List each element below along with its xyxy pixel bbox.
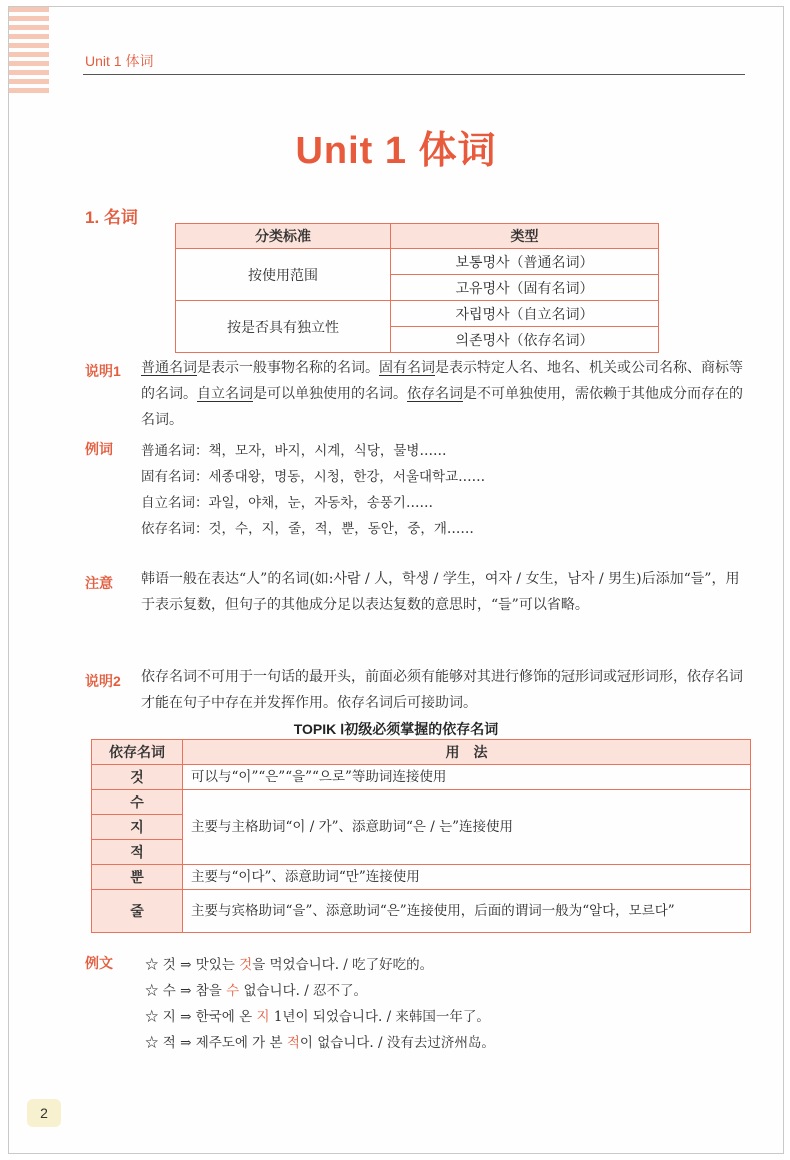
example-sentence: ☆ 것 ⇒ 맛있는 것을 먹었습니다. / 吃了好吃的。 xyxy=(145,957,434,973)
term-independent-noun: 自立名词 xyxy=(197,386,253,402)
note2-text: 依存名词不可用于一句话的最开头，前面必须有能够对其进行修饰的冠形词或冠形词形，依存名词才能在句子中存在并发挥作用。依存名词后可接助词。 xyxy=(141,669,743,711)
term-dependent-noun: 依存名词 xyxy=(407,386,463,402)
type-cell: 의존명사（依存名词） xyxy=(391,327,659,353)
highlighted-word: 것 xyxy=(239,957,253,973)
example-sentence: ☆ 지 ⇒ 한국에 온 지 1년이 되었습니다. / 来韩国一年了。 xyxy=(145,1009,490,1025)
table-header-criterion: 分类标准 xyxy=(176,224,391,249)
usage-cell: 主要与主格助词“이 / 가”、添意助词“은 / 는”连接使用 xyxy=(183,790,751,865)
highlighted-word: 수 xyxy=(226,983,240,999)
highlighted-word: 적 xyxy=(286,1035,300,1051)
caution-text: 韩语一般在表达“人”的名词(如:사람 / 人，학생 / 学生，여자 / 女生，남자 / 男生)后添加“들”，用于表示复数，但句子的其他成分足以表达复数的意思时，“들”可以省略。 xyxy=(141,571,740,613)
unit-title: Unit 1 体词 xyxy=(295,130,497,172)
example-line: 固有名词：세종대왕，명동，시청，한강，서울대학교…… xyxy=(141,469,486,485)
dependent-noun-cell: 뿐 xyxy=(92,865,183,890)
table-caption: TOPIK Ⅰ初级必须掌握的依存名词 xyxy=(293,721,499,737)
criterion-cell: 按是否具有独立性 xyxy=(176,301,391,353)
noun-classification-table xyxy=(175,223,659,353)
usage-cell: 主要与宾格助词“을”、添意助词“은”连接使用，后面的谓词一般为“알다，모르다” xyxy=(183,890,751,933)
usage-cell: 可以与“이”“은”“을”“으로”等助词连接使用 xyxy=(183,765,751,790)
dependent-noun-cell: 것 xyxy=(92,765,183,790)
table-header-type: 类型 xyxy=(391,224,659,249)
header-rule xyxy=(83,74,745,75)
table-header-usage: 用 法 xyxy=(183,740,751,765)
example-line: 依存名词：것，수，지，줄，적，뿐，동안，중，개…… xyxy=(141,521,474,537)
term-proper-noun: 固有名词 xyxy=(379,360,435,376)
dependent-noun-cell: 지 xyxy=(92,815,183,840)
highlighted-word: 지 xyxy=(256,1009,270,1025)
term-common-noun: 普通名词 xyxy=(141,360,197,376)
sentences-label: 例文 xyxy=(85,955,113,971)
type-cell: 자립명사（自立名词） xyxy=(391,301,659,327)
example-sentence: ☆ 적 ⇒ 제주도에 가 본 적이 없습니다. / 没有去过济州岛。 xyxy=(145,1035,495,1051)
criterion-cell: 按使用范围 xyxy=(176,249,391,301)
corner-decoration xyxy=(9,7,49,107)
section-title: 1. 名词 xyxy=(85,208,138,227)
examples-label: 例词 xyxy=(85,441,113,457)
running-head: Unit 1 体词 xyxy=(85,53,154,69)
example-sentence: ☆ 수 ⇒ 참을 수 없습니다. / 忍不了。 xyxy=(145,983,368,999)
dependent-noun-cell: 줄 xyxy=(92,890,183,933)
type-cell: 보통명사（普通名词） xyxy=(391,249,659,275)
note1-text: 普通名词是表示一般事物名称的名词。固有名词是表示特定人名、地名、机关或公司名称、商标等的名词。自立名词是可以单独使用的名词。依存名词是不可单独使用，需依赖于其他成分而存在的名词。 xyxy=(141,360,743,428)
note1-label: 说明1 xyxy=(85,363,121,379)
usage-cell: 主要与“이다”、添意助词“만”连接使用 xyxy=(183,865,751,890)
note2-label: 说明2 xyxy=(85,673,121,689)
type-cell: 고유명사（固有名词） xyxy=(391,275,659,301)
example-line: 自立名词：과일，야채，눈，자동차，송풍기…… xyxy=(141,495,433,511)
table-header-dependent-noun: 依存名词 xyxy=(92,740,183,765)
example-line: 普通名词：책，모자，바지，시계，식당，물병…… xyxy=(141,443,447,459)
dependent-noun-table xyxy=(91,739,751,933)
book-page xyxy=(8,6,784,1154)
dependent-noun-cell: 적 xyxy=(92,840,183,865)
dependent-noun-cell: 수 xyxy=(92,790,183,815)
caution-label: 注意 xyxy=(85,575,113,591)
page-number: 2 xyxy=(27,1099,61,1127)
